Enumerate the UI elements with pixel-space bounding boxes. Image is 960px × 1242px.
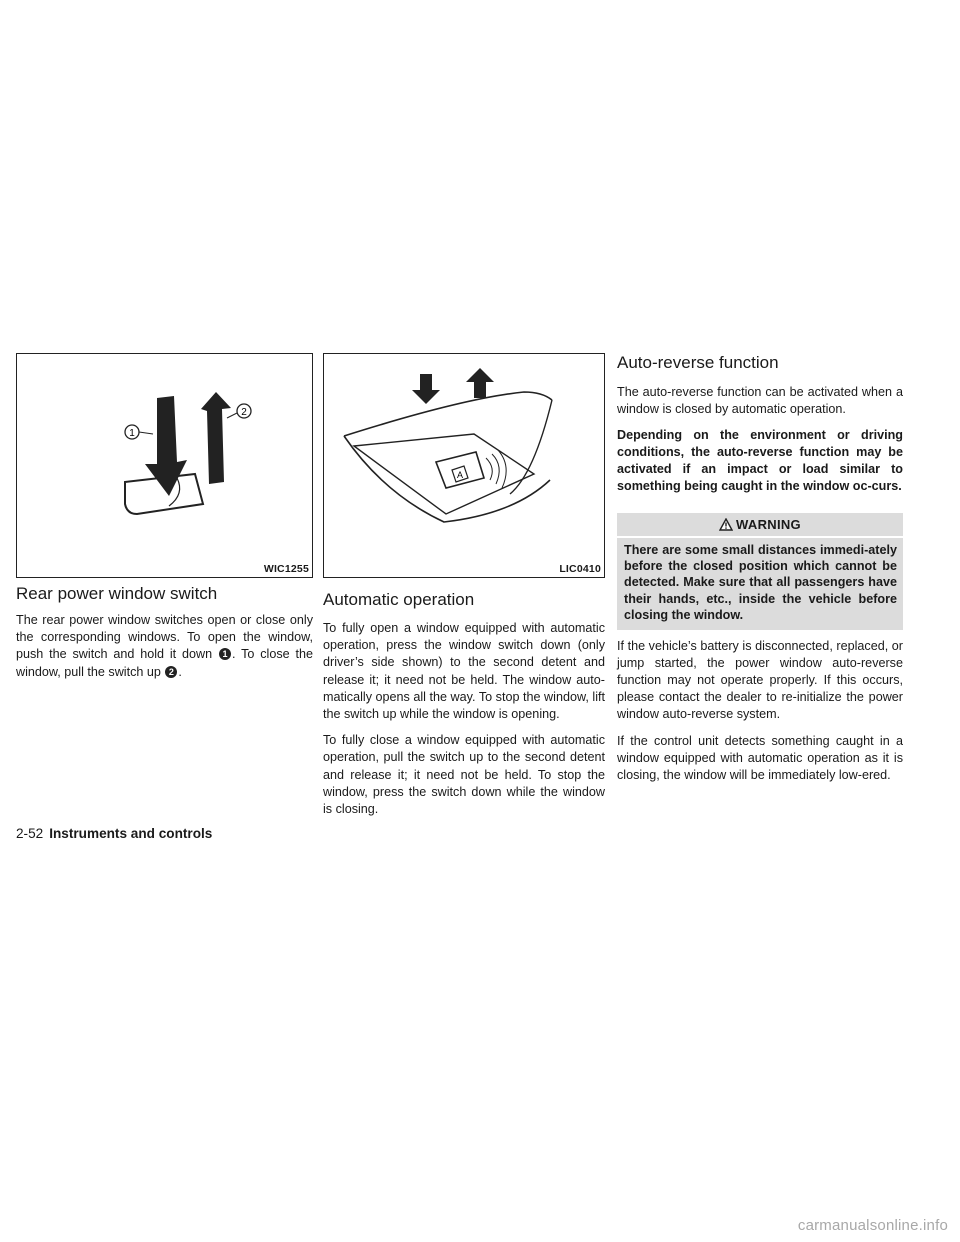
callout-ref-2: 2 [165,666,177,678]
heading-auto-reverse: Auto-reverse function [617,353,779,372]
paragraph-auto-reverse-intro: The auto-reverse function can be activated when a window is closed by automatic operation. [617,385,903,417]
paragraph-auto-reverse-note: Depending on the environment or driving conditions, the auto-reverse function may be activated if an impact or load similar to something being caught in the window oc-curs. [617,428,903,493]
heading-automatic-operation: Automatic operation [323,590,475,609]
page-footer [16,826,212,841]
warning-header [617,513,903,536]
callout-2: 2 [241,407,247,418]
section-title: Instruments and controls [49,826,213,841]
callout-ref-1: 1 [219,648,231,660]
auto-switch-illustration [324,354,606,579]
svg-text:A: A [456,470,464,480]
paragraph-control-unit: If the control unit detects something caught in a window equipped with automatic operation as it is closing, the window will be immediately low-ered. [617,733,903,783]
figure-automatic-switch [323,353,605,578]
watermark: carmanualsonline.info [797,1217,948,1234]
paragraph-rear-power-window: The rear power window switches open or close only the corresponding windows. To open the window, push the switch and hold it down 1 . To close the window, pull the switch up 2 . [16,613,314,679]
callout-1: 1 [129,428,135,439]
down-arrow-icon [412,374,440,404]
paragraph-auto-close: To fully close a window equipped with automatic operation, pull the switch up to the second detent and release it; it need not be held. To stop the window, press the switch down while the window is closing. [323,733,605,817]
warning-title: WARNING [736,516,801,532]
figure-rear-window-switch [16,353,313,578]
heading-rear-power-window: Rear power window switch [16,584,218,603]
warning-body: There are some small distances immedi-ately before the closed position which cannot be detected. Make sure that all passengers have their hands, etc., inside the vehicle before closing the window. [617,538,903,630]
figure-id: LIC0410 [559,563,601,575]
up-arrow-icon [466,368,494,398]
page-number: 2-52 [16,826,44,841]
column-rear-power-window [16,353,313,681]
paragraph-battery: If the vehicle’s battery is disconnected, replaced, or jump started, the power window auto-reverse function may not operate properly. If this occurs, please contact the dealer to re-initialize the power window auto-reverse system. [617,638,903,722]
figure-id: WIC1255 [263,563,309,575]
column-automatic-operation [323,353,605,818]
up-arrow-icon [201,392,231,484]
rear-switch-illustration [17,354,314,579]
warning-triangle-icon [719,518,733,531]
paragraph-auto-open: To fully open a window equipped with automatic operation, press the window switch down (only driver’s side shown) to the second detent and release it; it need not be held. The window auto-matically opens all the way. To stop the window, lift the switch up while the window is opening. [323,621,605,722]
column-auto-reverse [617,353,903,784]
